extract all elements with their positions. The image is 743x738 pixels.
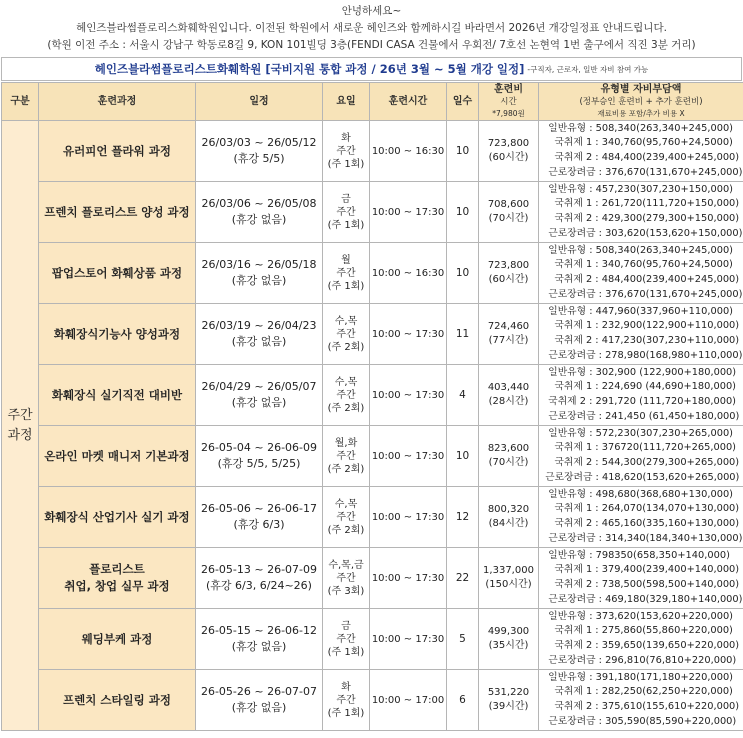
course-holiday: (휴강 없음) [231, 274, 287, 287]
price-line: 국취제 2 : 484,400(239,400+245,000) [542, 274, 740, 285]
course-hours: (60시간) [488, 274, 529, 285]
header-fee-label: 훈련비 [494, 83, 523, 95]
course-weekday: 수,목 주간 (주 2회) [323, 487, 370, 548]
course-time: 10:00 ~ 16:30 [370, 243, 447, 304]
header-fee-unit: *7,980원 [492, 108, 525, 118]
course-fee [479, 609, 539, 670]
course-holiday: (휴강 6/3, 6/24~26) [206, 579, 312, 592]
course-time: 10:00 ~ 17:30 [370, 426, 447, 487]
header-weekday: 요일 [323, 83, 370, 121]
course-prices [539, 365, 743, 426]
price-line: 국취제 2 : 465,160(335,160+130,000) [542, 518, 740, 529]
course-fee-amount: 800,320 [487, 504, 530, 515]
course-weekday: 금 주간 (주 1회) [323, 182, 370, 243]
price-line: 일반유형 : 508,340(263,340+245,000) [542, 122, 734, 134]
header-category: 구분 [2, 83, 39, 121]
course-dates: 26/03/03 ~ 26/05/12 [201, 136, 317, 149]
table-header-row [2, 83, 743, 121]
table-row [2, 121, 743, 182]
banner-note: -구직자, 근로자, 일반 자비 참여 가능 [527, 64, 649, 74]
price-line: 근로장려금 : 314,340(184,340+130,000) [542, 532, 743, 544]
course-time: 10:00 ~ 17:30 [370, 365, 447, 426]
header-course: 훈련과정 [39, 83, 196, 121]
price-line: 일반유형 : 302,900 (122,900+180,000) [542, 366, 737, 378]
course-time: 10:00 ~ 17:30 [370, 487, 447, 548]
price-line: 일반유형 : 498,680(368,680+130,000) [542, 488, 734, 500]
course-dates: 26-05-13 ~ 26-07-09 [200, 563, 318, 576]
course-holiday: (휴강 5/5, 5/25) [217, 457, 301, 470]
banner-title: 헤인즈블라썸플로리스트화훼학원 [국비지원 통합 과정 / 26년 3월 ~ 5월 개강 일정] [94, 62, 525, 76]
price-line: 국취제 1 : 379,400(239,400+140,000) [542, 564, 740, 576]
course-days: 10 [447, 182, 479, 243]
course-fee-amount: 708,600 [487, 199, 530, 210]
course-dates: 26/04/29 ~ 26/05/07 [201, 380, 317, 393]
course-days: 12 [447, 487, 479, 548]
course-prices [539, 121, 743, 182]
course-hours: (150시간) [485, 579, 532, 590]
course-dates: 26-05-26 ~ 26-07-07 [200, 685, 318, 698]
course-weekday: 월,화 주간 (주 2회) [323, 426, 370, 487]
course-days: 10 [447, 243, 479, 304]
course-name: 팝업스토어 화훼상품 과정 [39, 243, 196, 304]
course-schedule [196, 243, 323, 304]
course-fee [479, 121, 539, 182]
course-schedule [196, 426, 323, 487]
schedule-table [1, 82, 743, 731]
price-line: 국취제 1 : 224,690 (44,690+180,000) [542, 381, 736, 393]
header-price-label: 유형별 자비부담액 [600, 83, 682, 95]
price-line: 근로장려금 : 469,180(329,180+140,000) [542, 593, 743, 605]
price-line: 국취제 1 : 264,070(134,070+130,000) [542, 503, 740, 515]
course-name: 유러피언 플라워 과정 [39, 121, 196, 182]
course-days: 10 [447, 426, 479, 487]
course-dates: 26/03/16 ~ 26/05/18 [201, 258, 317, 271]
table-row [2, 487, 743, 548]
course-fee [479, 670, 539, 731]
course-weekday: 화 주간 (주 1회) [323, 121, 370, 182]
course-hours: (39시간) [488, 701, 529, 712]
header-fee [479, 83, 539, 121]
header-price [539, 83, 743, 121]
course-fee-amount: 724,460 [487, 321, 530, 332]
course-prices [539, 182, 743, 243]
course-fee [479, 426, 539, 487]
course-hours: (35시간) [488, 640, 529, 651]
course-holiday: (휴강 없음) [231, 335, 287, 348]
course-name: 화훼장식 산업기사 실기 과정 [39, 487, 196, 548]
course-days: 6 [447, 670, 479, 731]
course-holiday: (휴강 없음) [231, 213, 287, 226]
course-schedule [196, 121, 323, 182]
course-hours: (70시간) [488, 457, 529, 468]
price-line: 국취제 1 : 282,250(62,250+220,000) [542, 686, 733, 698]
table-row [2, 365, 743, 426]
course-weekday: 금 주간 (주 1회) [323, 609, 370, 670]
course-weekday: 월 주간 (주 1회) [323, 243, 370, 304]
course-schedule [196, 487, 323, 548]
course-prices [539, 304, 743, 365]
header-price-sub2: 재료비용 포함/추가 비용 X [597, 108, 685, 118]
course-time: 10:00 ~ 17:30 [370, 609, 447, 670]
price-line: 국취제 1 : 275,860(55,860+220,000) [542, 625, 733, 637]
price-line: 근로장려금 : 296,810(76,810+220,000) [542, 654, 737, 666]
course-weekday: 수,목 주간 (주 2회) [323, 365, 370, 426]
course-weekday: 화 주간 (주 1회) [323, 670, 370, 731]
price-line: 근로장려금 : 376,670(131,670+245,000) [542, 288, 743, 300]
price-line: 국취제 1 : 340,760(95,760+24,5000) [542, 259, 733, 271]
course-prices [539, 426, 743, 487]
course-fee [479, 182, 539, 243]
course-time: 10:00 ~ 17:30 [370, 548, 447, 609]
price-line: 국취제 2 : 544,300(279,300+265,000) [542, 457, 740, 468]
table-row [2, 426, 743, 487]
course-holiday: (휴강 6/3) [233, 518, 285, 531]
course-prices [539, 243, 743, 304]
header-schedule: 일정 [196, 83, 323, 121]
course-dates: 26/03/19 ~ 26/04/23 [201, 319, 317, 332]
table-row [2, 304, 743, 365]
course-schedule [196, 548, 323, 609]
course-dates: 26-05-15 ~ 26-06-12 [200, 624, 318, 637]
price-line: 일반유형 : 508,340(263,340+245,000) [542, 244, 734, 256]
header-fee-sub: 시간 [500, 96, 517, 107]
price-line: 국취제 1 : 376720(111,720+265,000) [542, 442, 737, 454]
price-line: 국취제 2 : 429,300(279,300+150,000) [542, 213, 740, 224]
course-time: 10:00 ~ 17:30 [370, 304, 447, 365]
course-hours: (28시간) [488, 396, 529, 407]
course-fee [479, 487, 539, 548]
course-schedule [196, 365, 323, 426]
header-price-sub1: (정부승인 훈련비 + 추가 훈련비) [579, 96, 703, 107]
intro-text [0, 0, 743, 54]
course-name: 온라인 마켓 매니저 기본과정 [39, 426, 196, 487]
price-line: 근로장려금 : 418,620(153,620+265,000) [542, 471, 740, 483]
price-line: 근로장려금 : 376,670(131,670+245,000) [542, 166, 743, 178]
course-name: 화훼장식기능사 양성과정 [39, 304, 196, 365]
course-schedule [196, 182, 323, 243]
course-days: 10 [447, 121, 479, 182]
price-line: 근로장려금 : 278,980(168,980+110,000) [542, 349, 743, 361]
course-hours: (84시간) [488, 518, 529, 529]
course-days: 5 [447, 609, 479, 670]
price-line: 국취제 2 : 375,610(155,610+220,000) [542, 701, 740, 712]
course-prices [539, 609, 743, 670]
header-days: 일수 [447, 83, 479, 121]
price-line: 일반유형 : 373,620(153,620+220,000) [542, 610, 734, 622]
course-holiday: (휴강 없음) [231, 640, 287, 653]
course-fee-amount: 723,800 [487, 138, 530, 149]
course-hours: (60시간) [488, 152, 529, 163]
price-line: 근로장려금 : 305,590(85,590+220,000) [542, 715, 737, 727]
schedule-banner [1, 57, 742, 81]
course-hours: (70시간) [488, 213, 529, 224]
price-line: 국취제 2 : 359,650(139,650+220,000) [542, 640, 740, 651]
course-holiday: (휴강 없음) [231, 701, 287, 714]
course-fee [479, 548, 539, 609]
intro-message: 헤인즈블라썸플로리스화훼학원입니다. 이전된 학원에서 새로운 헤인즈와 함께하시길 바라면서 2026년 개강일정표 안내드립니다. [76, 22, 667, 34]
table-row [2, 182, 743, 243]
course-hours: (77시간) [488, 335, 529, 346]
price-line: 국취제 2 : 417,230(307,230+110,000) [542, 335, 740, 346]
price-line: 일반유형 : 457,230(307,230+150,000) [542, 183, 734, 195]
price-line: 일반유형 : 447,960(337,960+110,000) [542, 305, 734, 317]
table-row [2, 243, 743, 304]
course-dates: 26/03/06 ~ 26/05/08 [201, 197, 317, 210]
greeting: 안녕하세요~ [341, 5, 402, 17]
course-days: 4 [447, 365, 479, 426]
course-fee-amount: 823,600 [487, 443, 530, 454]
course-fee-amount: 723,800 [487, 260, 530, 271]
course-days: 22 [447, 548, 479, 609]
course-holiday: (휴강 없음) [231, 396, 287, 409]
course-fee-amount: 531,220 [487, 687, 530, 698]
course-weekday: 수,목 주간 (주 2회) [323, 304, 370, 365]
course-time: 10:00 ~ 16:30 [370, 121, 447, 182]
header-time: 훈련시간 [370, 83, 447, 121]
address-note: (학원 이전 주소 : 서울시 강남구 학동로8길 9, KON 101빌딩 3층(FENDI CASA 건물에서 우회전/ 7호선 논현역 1번 출구에서 직진 3분 거리) [47, 39, 696, 51]
course-schedule [196, 609, 323, 670]
table-row [2, 609, 743, 670]
price-line: 일반유형 : 391,180(171,180+220,000) [542, 671, 734, 683]
price-line: 일반유형 : 798350(658,350+140,000) [542, 549, 730, 561]
section-label: 주간 과정 [2, 121, 39, 731]
price-line: 국취제 2 : 291,720 (111,720+180,000) [542, 396, 737, 407]
course-name: 화훼장식 실기직전 대비반 [39, 365, 196, 426]
course-time: 10:00 ~ 17:30 [370, 182, 447, 243]
course-name: 웨딩부케 과정 [39, 609, 196, 670]
course-name: 프렌치 스타일링 과정 [39, 670, 196, 731]
price-line: 근로장려금 : 241,450 (61,450+180,000) [542, 410, 740, 422]
course-name: 플로리스트 취업, 창업 실무 과정 [39, 548, 196, 609]
course-prices [539, 548, 743, 609]
course-dates: 26-05-04 ~ 26-06-09 [200, 441, 318, 454]
course-fee-amount: 1,337,000 [483, 565, 534, 576]
course-days: 11 [447, 304, 479, 365]
course-dates: 26-05-06 ~ 26-06-17 [200, 502, 318, 515]
price-line: 일반유형 : 572,230(307,230+265,000) [542, 427, 734, 439]
course-name: 프렌치 플로리스트 양성 과정 [39, 182, 196, 243]
course-fee-amount: 499,300 [487, 626, 530, 637]
course-fee [479, 243, 539, 304]
course-weekday: 수,목,금 주간 (주 3회) [323, 548, 370, 609]
price-line: 근로장려금 : 303,620(153,620+150,000) [542, 227, 743, 239]
price-line: 국취제 1 : 232,900(122,900+110,000) [542, 320, 740, 332]
price-line: 국취제 1 : 340,760(95,760+24,5000) [542, 137, 733, 149]
table-row [2, 670, 743, 731]
course-prices [539, 487, 743, 548]
course-time: 10:00 ~ 17:00 [370, 670, 447, 731]
price-line: 국취제 2 : 738,500(598,500+140,000) [542, 579, 740, 590]
price-line: 국취제 1 : 261,720(111,720+150,000) [542, 198, 740, 210]
course-schedule [196, 670, 323, 731]
table-row [2, 548, 743, 609]
course-schedule [196, 304, 323, 365]
price-line: 국취제 2 : 484,400(239,400+245,000) [542, 152, 740, 163]
course-fee-amount: 403,440 [487, 382, 530, 393]
course-holiday: (휴강 5/5) [233, 152, 285, 165]
course-fee [479, 365, 539, 426]
course-prices [539, 670, 743, 731]
course-fee [479, 304, 539, 365]
